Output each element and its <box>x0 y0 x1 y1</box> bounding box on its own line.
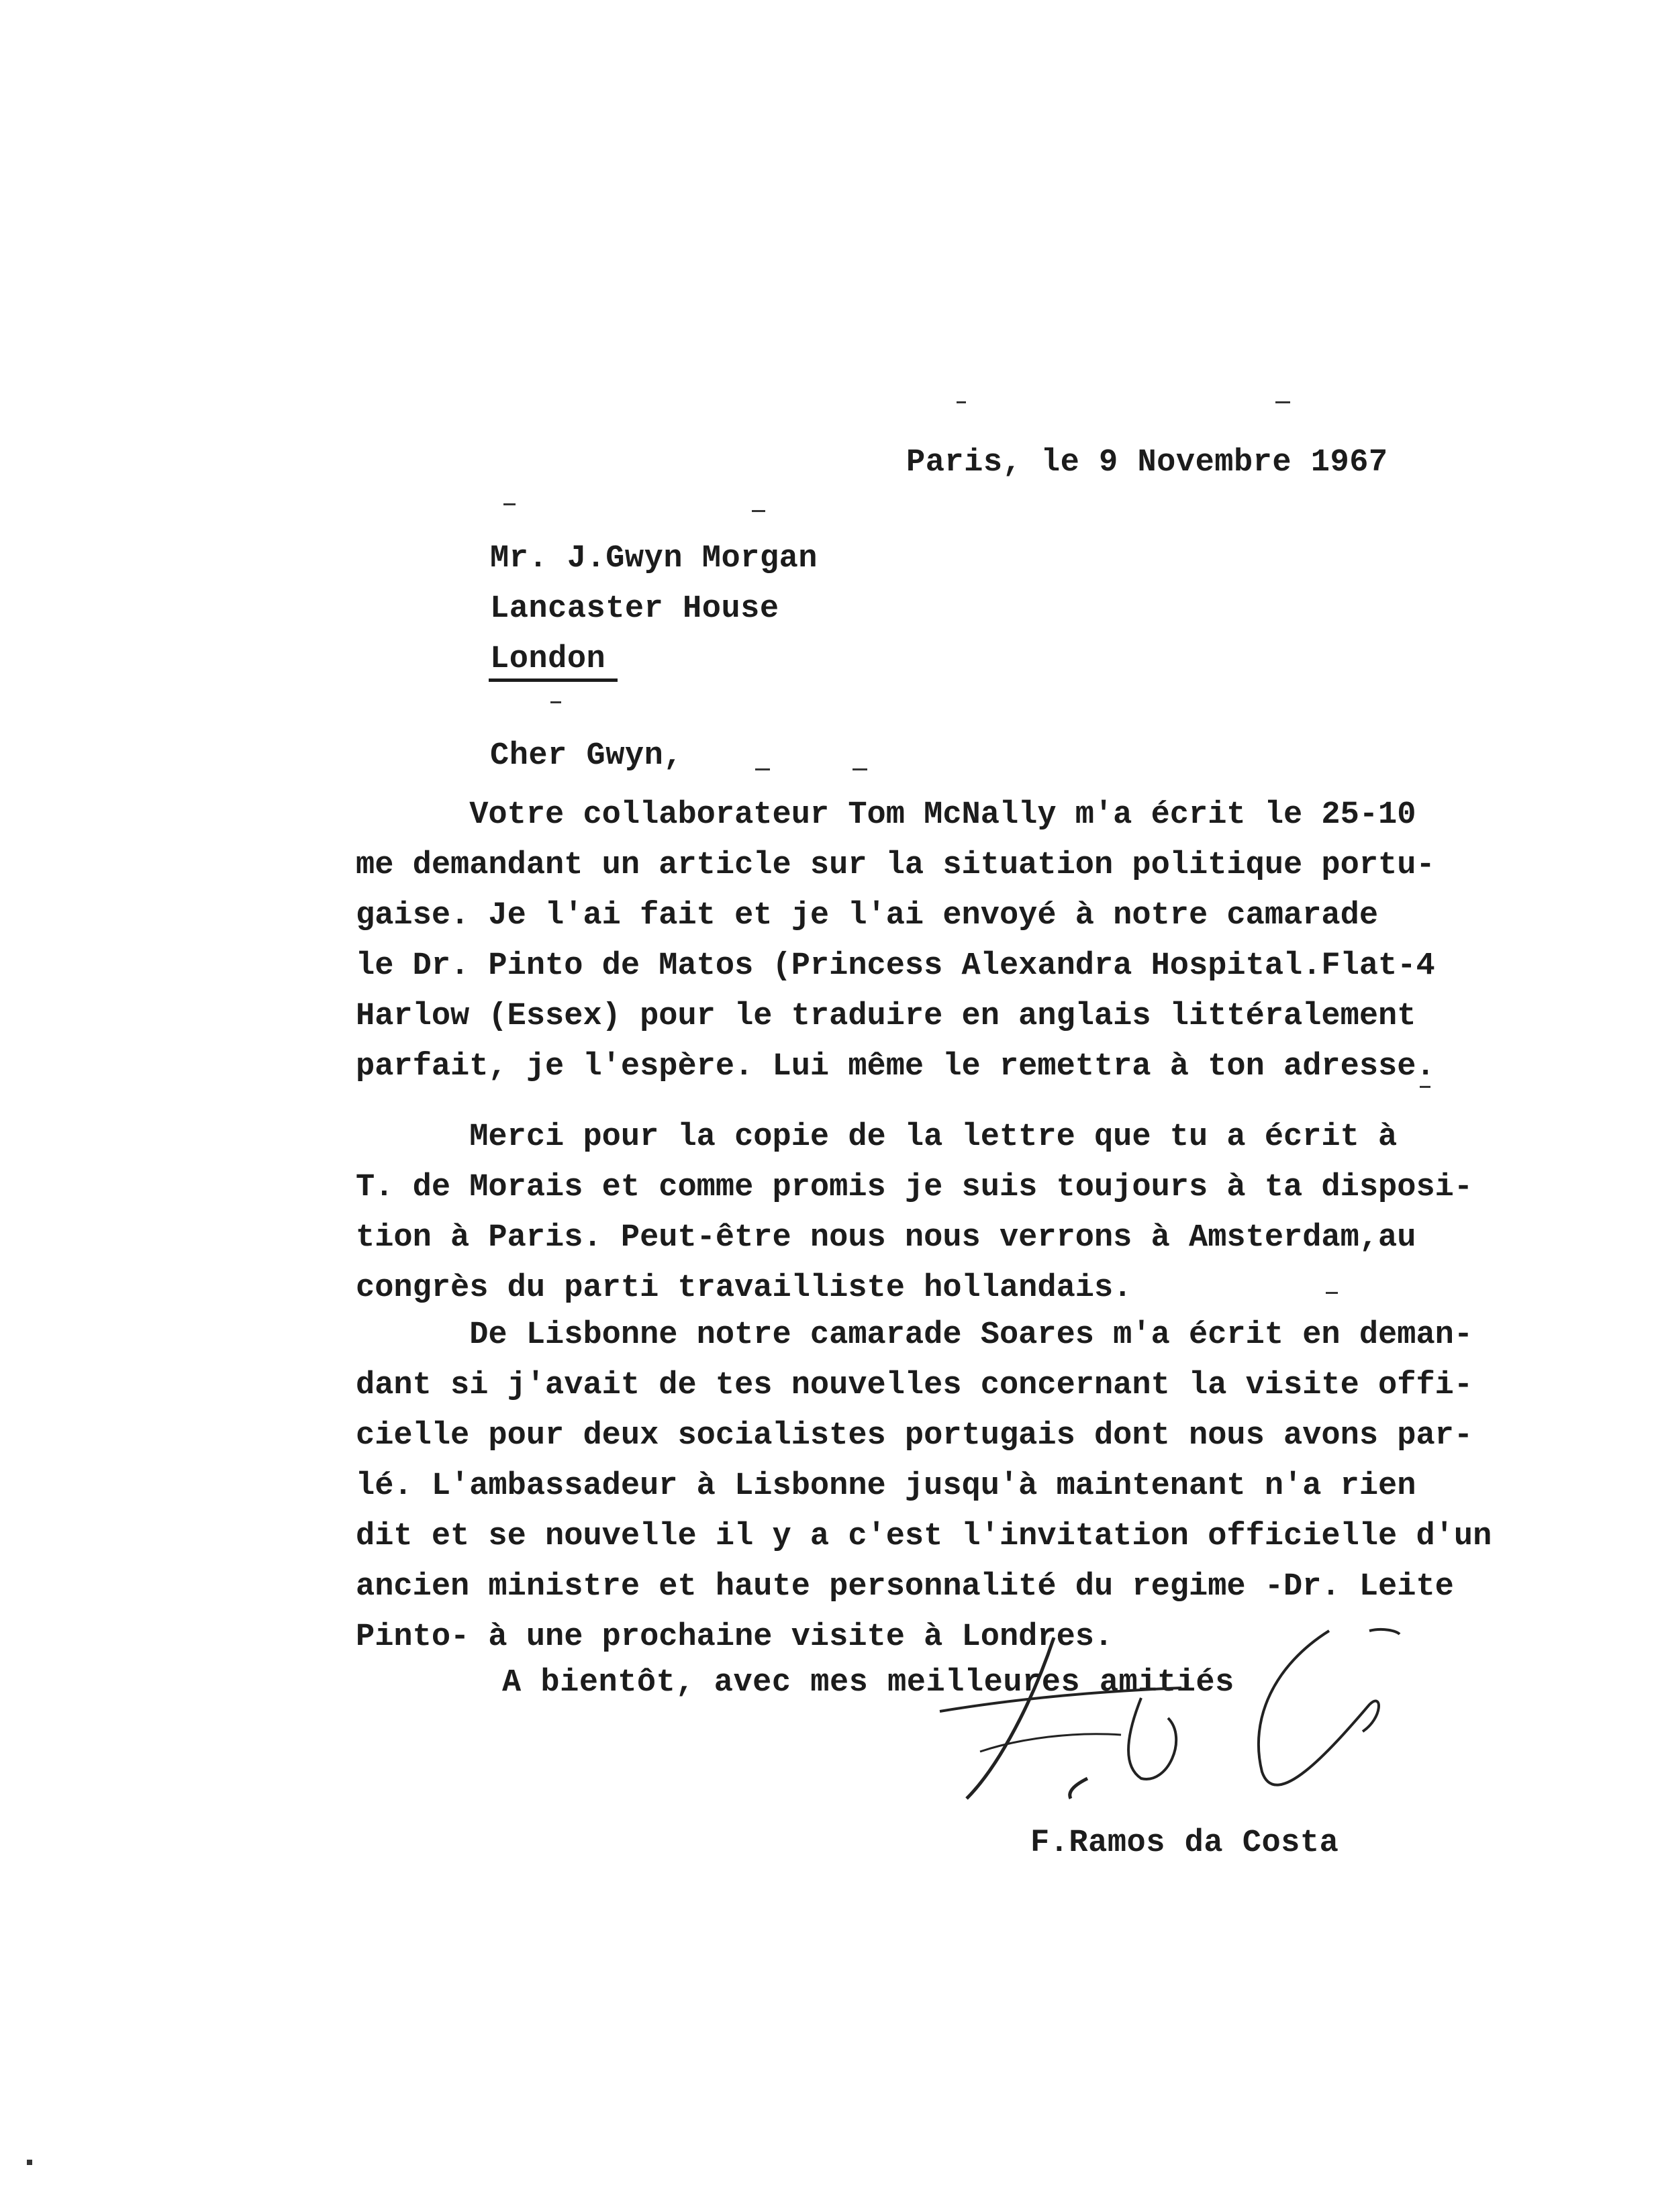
scan-speck <box>755 768 770 770</box>
paragraph-line: dant si j'avait de tes nouvelles concernant la visite offi- <box>356 1368 1473 1403</box>
paragraph-line: Pinto- à une prochaine visite à Londres. <box>356 1619 1114 1655</box>
scan-speck <box>503 503 516 505</box>
salutation: Cher Gwyn, <box>490 738 683 774</box>
city-underline <box>489 678 618 682</box>
letter-date: Paris, le 9 Novembre 1967 <box>906 445 1388 481</box>
paragraph-line: De Lisbonne notre camarade Soares m'a écrit en deman- <box>356 1317 1473 1353</box>
handwritten-signature <box>899 1617 1450 1819</box>
paragraph-line: dit et se nouvelle il y a c'est l'invitation officielle d'un <box>356 1519 1492 1554</box>
paragraph-line: parfait, je l'espère. Lui même le remettra à ton adresse. <box>356 1049 1435 1085</box>
scan-speck <box>752 510 765 512</box>
paragraph-line: Merci pour la copie de la lettre que tu a écrit à <box>356 1119 1398 1155</box>
paragraph-line: T. de Morais et comme promis je suis toujours à ta disposi- <box>356 1170 1473 1205</box>
scan-speck <box>957 401 966 403</box>
paragraph-line: tion à Paris. Peut-être nous nous verrons à Amsterdam,au <box>356 1220 1416 1256</box>
paragraph-line: Harlow (Essex) pour le traduire en anglais littéralement <box>356 999 1416 1034</box>
recipient-name: Mr. J.Gwyn Morgan <box>490 541 818 576</box>
closing-line: A bientôt, avec mes meilleures amitiés <box>502 1665 1234 1701</box>
scan-speck <box>27 2160 32 2165</box>
signatory-name: F.Ramos da Costa <box>1030 1825 1339 1861</box>
paragraph-line: me demandant un article sur la situation politique portu- <box>356 848 1435 883</box>
paragraph-line: gaise. Je l'ai fait et je l'ai envoyé à notre camarade <box>356 898 1379 934</box>
paragraph-line: congrès du parti travailliste hollandais. <box>356 1270 1132 1306</box>
paragraph-line: Votre collaborateur Tom McNally m'a écrit le 25-10 <box>356 797 1416 833</box>
recipient-address: Lancaster House <box>490 591 779 627</box>
paragraph-line: le Dr. Pinto de Matos (Princess Alexandra Hospital.Flat-4 <box>356 948 1435 984</box>
scan-speck <box>853 768 867 770</box>
paragraph-line: lé. L'ambassadeur à Lisbonne jusqu'à maintenant n'a rien <box>356 1468 1416 1504</box>
paragraph-line: cielle pour deux socialistes portugais dont nous avons par- <box>356 1418 1473 1454</box>
scan-speck <box>1326 1292 1338 1294</box>
scan-speck <box>550 701 561 703</box>
paragraph-line: ancien ministre et haute personnalité du regime -Dr. Leite <box>356 1569 1454 1605</box>
recipient-city: London <box>490 642 606 677</box>
scan-speck <box>1275 401 1290 403</box>
scan-speck <box>1420 1086 1430 1088</box>
